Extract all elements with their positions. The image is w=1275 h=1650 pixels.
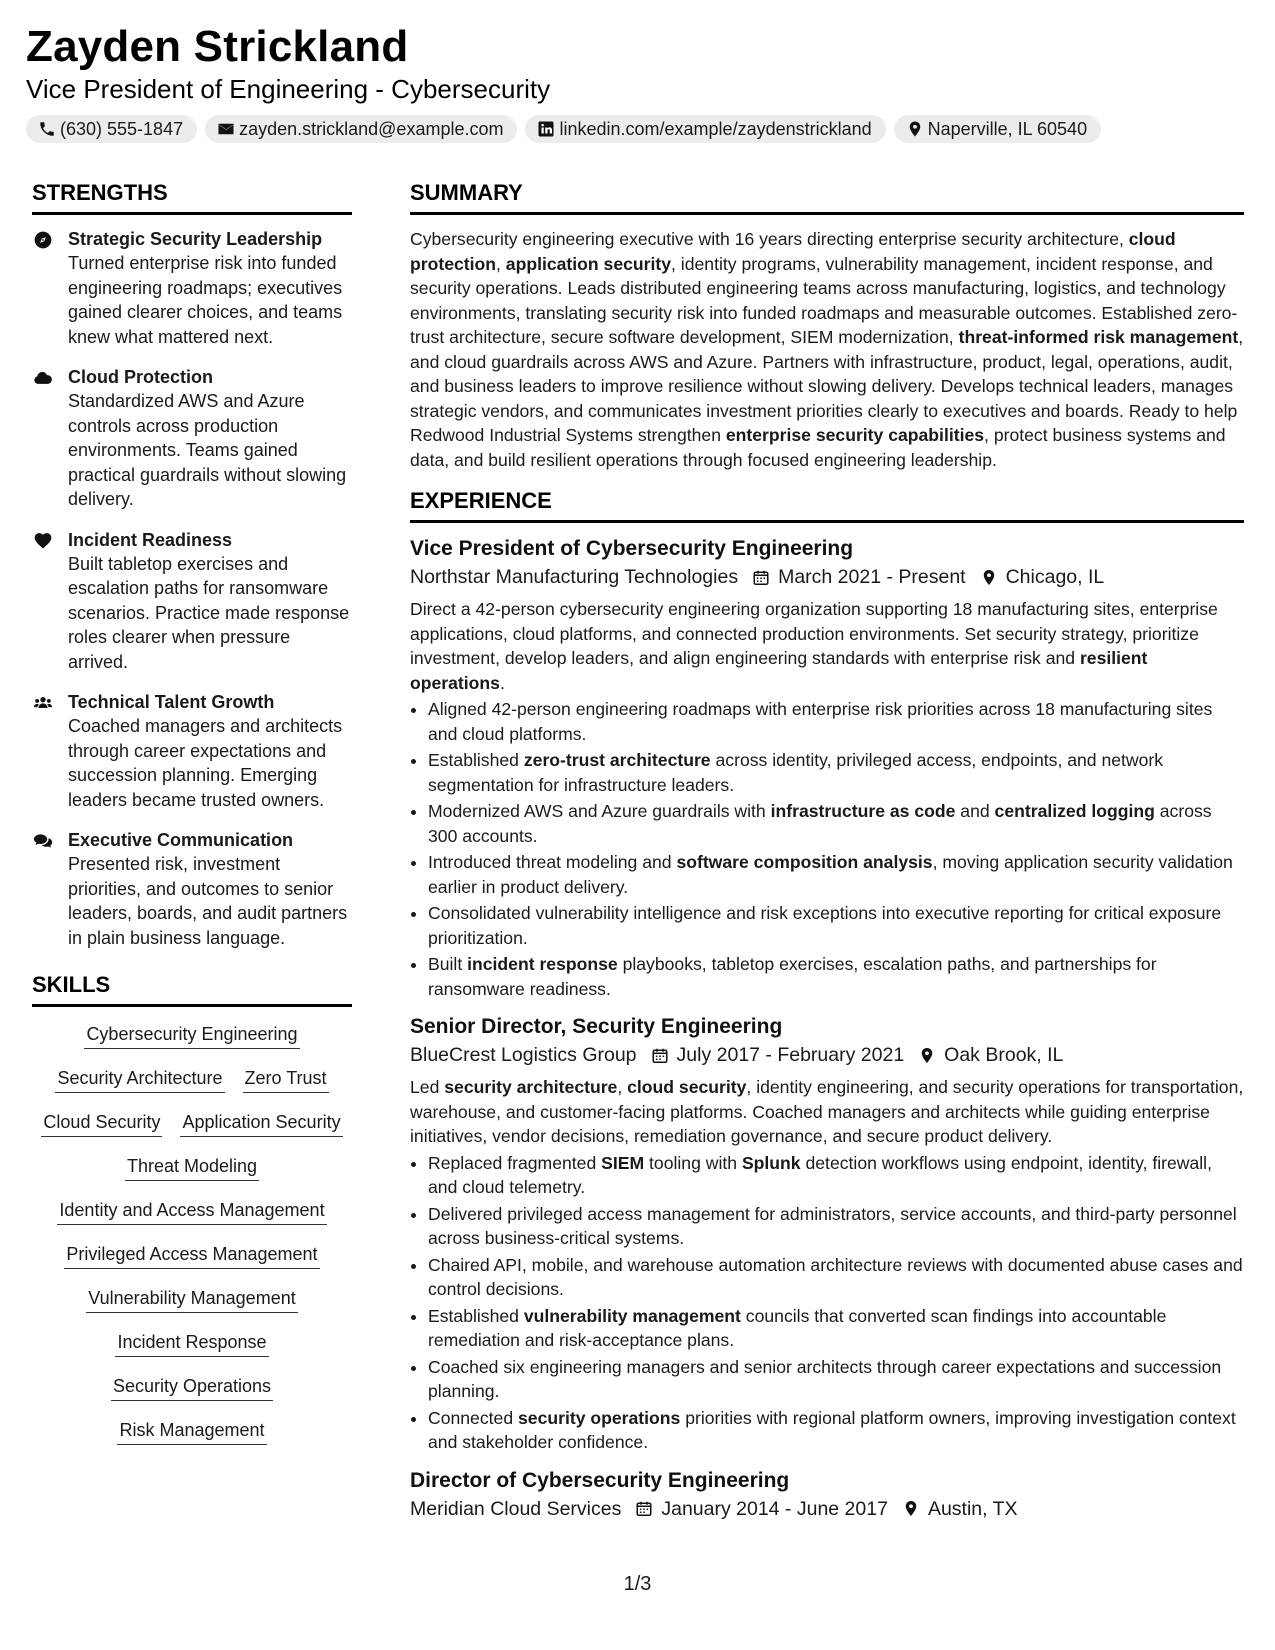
job-bullet xyxy=(428,1304,1244,1353)
text-run: tooling with xyxy=(644,1152,742,1173)
job-bullet xyxy=(428,748,1244,797)
bold-keyword: cloud security xyxy=(627,1077,747,1097)
job-bullet xyxy=(428,799,1244,848)
skill-tag: Zero Trust xyxy=(243,1067,329,1093)
experience-heading: EXPERIENCE xyxy=(410,488,1244,523)
job-dates: January 2014 - June 2017 xyxy=(661,1497,888,1520)
users-icon xyxy=(32,693,54,713)
calendar-icon xyxy=(651,1046,669,1065)
skill-tag: Threat Modeling xyxy=(125,1155,259,1181)
text-run: Chaired API, mobile, and warehouse automation architecture reviews with documented abuse cases and control decisions. xyxy=(428,1254,1243,1299)
summary-text xyxy=(410,227,1244,472)
text-run: Built xyxy=(428,954,468,974)
map-pin-icon xyxy=(906,120,924,138)
skill-tag: Cloud Security xyxy=(41,1111,162,1137)
text-run: Modernized AWS and Azure guardrails with xyxy=(428,801,771,821)
job-company: BlueCrest Logistics Group xyxy=(410,1044,637,1066)
job-location: Oak Brook, IL xyxy=(944,1044,1064,1066)
experience-list xyxy=(410,535,1244,1523)
contact-location xyxy=(894,115,1101,143)
bold-keyword: security operations xyxy=(518,1407,681,1428)
bold-keyword: application security xyxy=(505,253,672,274)
skills-list xyxy=(32,1019,352,1445)
bold-keyword: cloud protection xyxy=(410,229,1176,274)
job-description xyxy=(410,1075,1244,1149)
skill-tag: Identity and Access Management xyxy=(57,1199,326,1225)
bold-keyword: software composition analysis xyxy=(676,852,933,872)
strength-title: Technical Talent Growth xyxy=(68,692,275,712)
candidate-headline: Vice President of Engineering - Cybersecurity xyxy=(26,74,551,104)
text-run: Replaced fragmented xyxy=(428,1152,602,1173)
text-run: , identity programs, vulnerability management, incident response, and security operations. Leads distributed engineering teams across manufacturing, logistics, and technology environments, translating security risk into funded roadmaps and measurable outcomes. Established zero-trust architecture, secure software development, SIEM modernization, xyxy=(410,253,1238,347)
bold-keyword: SIEM xyxy=(601,1152,645,1173)
job-meta xyxy=(410,1041,1244,1069)
text-run: . xyxy=(499,672,505,693)
job-bullet xyxy=(428,1202,1244,1251)
text-run: Introduced threat modeling and xyxy=(428,852,677,872)
job-bullet xyxy=(428,697,1244,746)
text-run: priorities with regional platform owners, improving investigation context and stakeholder confidence. xyxy=(428,1407,1236,1452)
job-meta xyxy=(410,563,1244,591)
candidate-name: Zayden Strickland xyxy=(26,22,409,71)
job-dates: March 2021 - Present xyxy=(778,566,966,588)
contact-linkedin-text: linkedin.com/example/zaydenstrickland xyxy=(559,119,872,139)
envelope-icon xyxy=(217,120,235,138)
text-run: , and cloud guardrails across AWS and Azure. Partners with infrastructure, product, legal, operations, audit, and business leaders to improve resilience without slowing delivery. Develops technical leaders, manages strategic vendors, and communicates investment priorities clearly to executives and boards. Ready to help Redwood Industrial Systems strengthen xyxy=(410,327,1244,445)
text-run: , protect business systems and data, and build resilient operations through focused engineering leadership. xyxy=(410,425,1226,470)
page-number: 1/3 xyxy=(623,1573,652,1595)
strengths-heading: STRENGTHS xyxy=(32,180,352,215)
job-bullets xyxy=(410,697,1244,1001)
text-run: Connected xyxy=(428,1407,518,1428)
strength-item xyxy=(32,365,352,512)
text-run: , xyxy=(617,1077,628,1097)
job-bullet xyxy=(428,1355,1244,1404)
job-bullets xyxy=(410,1151,1244,1455)
text-run: , moving application security validation earlier in product delivery. xyxy=(428,852,1233,897)
text-run: , xyxy=(496,253,506,274)
map-pin-icon xyxy=(980,568,998,587)
skill-tag: Risk Management xyxy=(117,1419,266,1445)
text-run: Cybersecurity engineering executive with 16 years directing enterprise security architecture, xyxy=(410,229,1129,249)
text-run: Direct a 42-person cybersecurity engineering organization supporting 18 manufacturing sites, enterprise applications, cloud platforms, and connected production environments. Set security strategy, prioritize investment, develop leaders, and align engineering standards with enterprise risk and xyxy=(410,599,1218,668)
job-company: Meridian Cloud Services xyxy=(410,1497,622,1520)
comments-icon xyxy=(32,831,54,851)
bold-keyword: vulnerability management xyxy=(523,1305,741,1326)
strength-desc: Built tabletop exercises and escalation paths for ransomware scenarios. Practice made response roles clearer when pressure arrived. xyxy=(68,553,350,672)
text-run: across identity, privileged access, endpoints, and network segmentation for infrastructure leaders. xyxy=(428,750,1164,795)
job-title: Vice President of Cybersecurity Engineering xyxy=(410,537,854,560)
bold-keyword: threat-informed risk management xyxy=(958,327,1239,347)
contact-location-text: Naperville, IL 60540 xyxy=(927,119,1088,139)
job-title: Senior Director, Security Engineering xyxy=(410,1015,783,1038)
bold-keyword: resilient operations xyxy=(410,648,1148,693)
contact-email-text: zayden.strickland@example.com xyxy=(239,119,504,139)
strength-item xyxy=(32,528,352,675)
job-bullet xyxy=(428,1151,1244,1200)
heart-icon xyxy=(32,531,54,551)
skill-tag: Cybersecurity Engineering xyxy=(84,1023,299,1049)
calendar-icon xyxy=(752,568,770,587)
strength-title: Cloud Protection xyxy=(68,367,213,387)
left-column xyxy=(32,180,352,1445)
job-bullet xyxy=(428,1253,1244,1302)
bold-keyword: Splunk xyxy=(741,1152,801,1173)
bold-keyword: infrastructure as code xyxy=(770,801,956,821)
text-run: across 300 accounts. xyxy=(428,801,1212,846)
phone-icon xyxy=(38,120,56,138)
map-pin-icon xyxy=(902,1499,920,1518)
map-pin-icon xyxy=(918,1046,936,1065)
strength-title: Strategic Security Leadership xyxy=(68,229,323,249)
job-entry xyxy=(410,1013,1244,1455)
text-run: and xyxy=(955,801,995,821)
strength-desc: Standardized AWS and Azure controls across production environments. Teams gained practical guardrails without slowing delivery. xyxy=(68,391,347,509)
text-run: playbooks, tabletop exercises, escalation paths, and partnerships for ransomware readiness. xyxy=(428,954,1157,999)
text-run: , identity engineering, and security operations for transportation, warehouse, and customer-facing platforms. Coached managers and architects while guiding enterprise initiatives, vendor decisions, remediation governance, and secure product delivery. xyxy=(410,1077,1244,1146)
strength-item xyxy=(32,690,352,812)
strength-title: Executive Communication xyxy=(68,830,294,850)
strength-item xyxy=(32,828,352,950)
contact-phone[interactable] xyxy=(26,115,197,143)
text-run: Consolidated vulnerability intelligence and risk exceptions into executive reporting for critical exposure prioritization. xyxy=(428,903,1222,948)
strength-desc: Turned enterprise risk into funded engineering roadmaps; executives gained clearer choices, and teams knew what mattered next. xyxy=(68,253,343,347)
summary-heading: SUMMARY xyxy=(410,180,1244,215)
contact-phone-text: (630) 555-1847 xyxy=(60,119,184,139)
skills-heading: SKILLS xyxy=(32,972,352,1007)
skill-tag: Privileged Access Management xyxy=(64,1243,319,1269)
calendar-icon xyxy=(635,1499,653,1518)
text-run: Led xyxy=(410,1077,445,1097)
job-description xyxy=(410,597,1244,695)
job-bullet xyxy=(428,1406,1244,1455)
job-dates: July 2017 - February 2021 xyxy=(676,1044,905,1066)
skill-tag: Security Operations xyxy=(111,1375,273,1401)
job-bullet xyxy=(428,952,1244,1001)
job-location: Chicago, IL xyxy=(1005,566,1105,588)
strength-desc: Presented risk, investment priorities, and outcomes to senior leaders, boards, and audit partners in plain business language. xyxy=(68,854,348,948)
text-run: Established xyxy=(428,750,524,770)
text-run: Coached six engineering managers and senior architects through career expectations and succession planning. xyxy=(428,1356,1222,1401)
job-title: Director of Cybersecurity Engineering xyxy=(410,1468,790,1492)
text-run: detection workflows using endpoint, identity, firewall, and cloud telemetry. xyxy=(428,1152,1212,1197)
strength-item xyxy=(32,227,352,349)
job-bullet xyxy=(428,850,1244,899)
bold-keyword: incident response xyxy=(467,954,618,974)
cloud-icon xyxy=(32,368,54,388)
text-run: Delivered privileged access management for administrators, service accounts, and third-party personnel across business-critical systems. xyxy=(428,1203,1237,1248)
text-run: councils that converted scan findings into accountable remediation and risk-acceptance plans. xyxy=(428,1305,1167,1350)
skill-tag: Vulnerability Management xyxy=(86,1287,297,1313)
bold-keyword: centralized logging xyxy=(994,801,1155,821)
job-bullet xyxy=(428,901,1244,950)
skill-tag: Application Security xyxy=(180,1111,342,1137)
job-entry xyxy=(410,1467,1244,1523)
text-run: Aligned 42-person engineering roadmaps with enterprise risk priorities across 18 manufacturing sites and cloud platforms. xyxy=(428,699,1213,744)
bold-keyword: enterprise security capabilities xyxy=(725,425,985,445)
bold-keyword: security architecture xyxy=(444,1077,618,1097)
compass-icon xyxy=(32,230,54,250)
contact-bar xyxy=(26,115,1101,143)
job-company: Northstar Manufacturing Technologies xyxy=(410,566,739,588)
strength-title: Incident Readiness xyxy=(68,529,233,550)
job-location: Austin, TX xyxy=(927,1497,1018,1520)
skill-tag: Incident Response xyxy=(115,1331,268,1357)
linkedin-icon xyxy=(537,120,555,138)
job-entry xyxy=(410,535,1244,1001)
bold-keyword: zero-trust architecture xyxy=(523,750,711,770)
right-column xyxy=(410,180,1244,1535)
job-meta xyxy=(410,1495,1244,1523)
strength-desc: Coached managers and architects through career expectations and succession planning. Emerging leaders became trusted owners. xyxy=(68,716,343,810)
contact-linkedin[interactable] xyxy=(525,115,885,143)
text-run: Established xyxy=(428,1305,524,1326)
contact-email[interactable] xyxy=(205,115,517,143)
skill-tag: Security Architecture xyxy=(55,1067,224,1093)
